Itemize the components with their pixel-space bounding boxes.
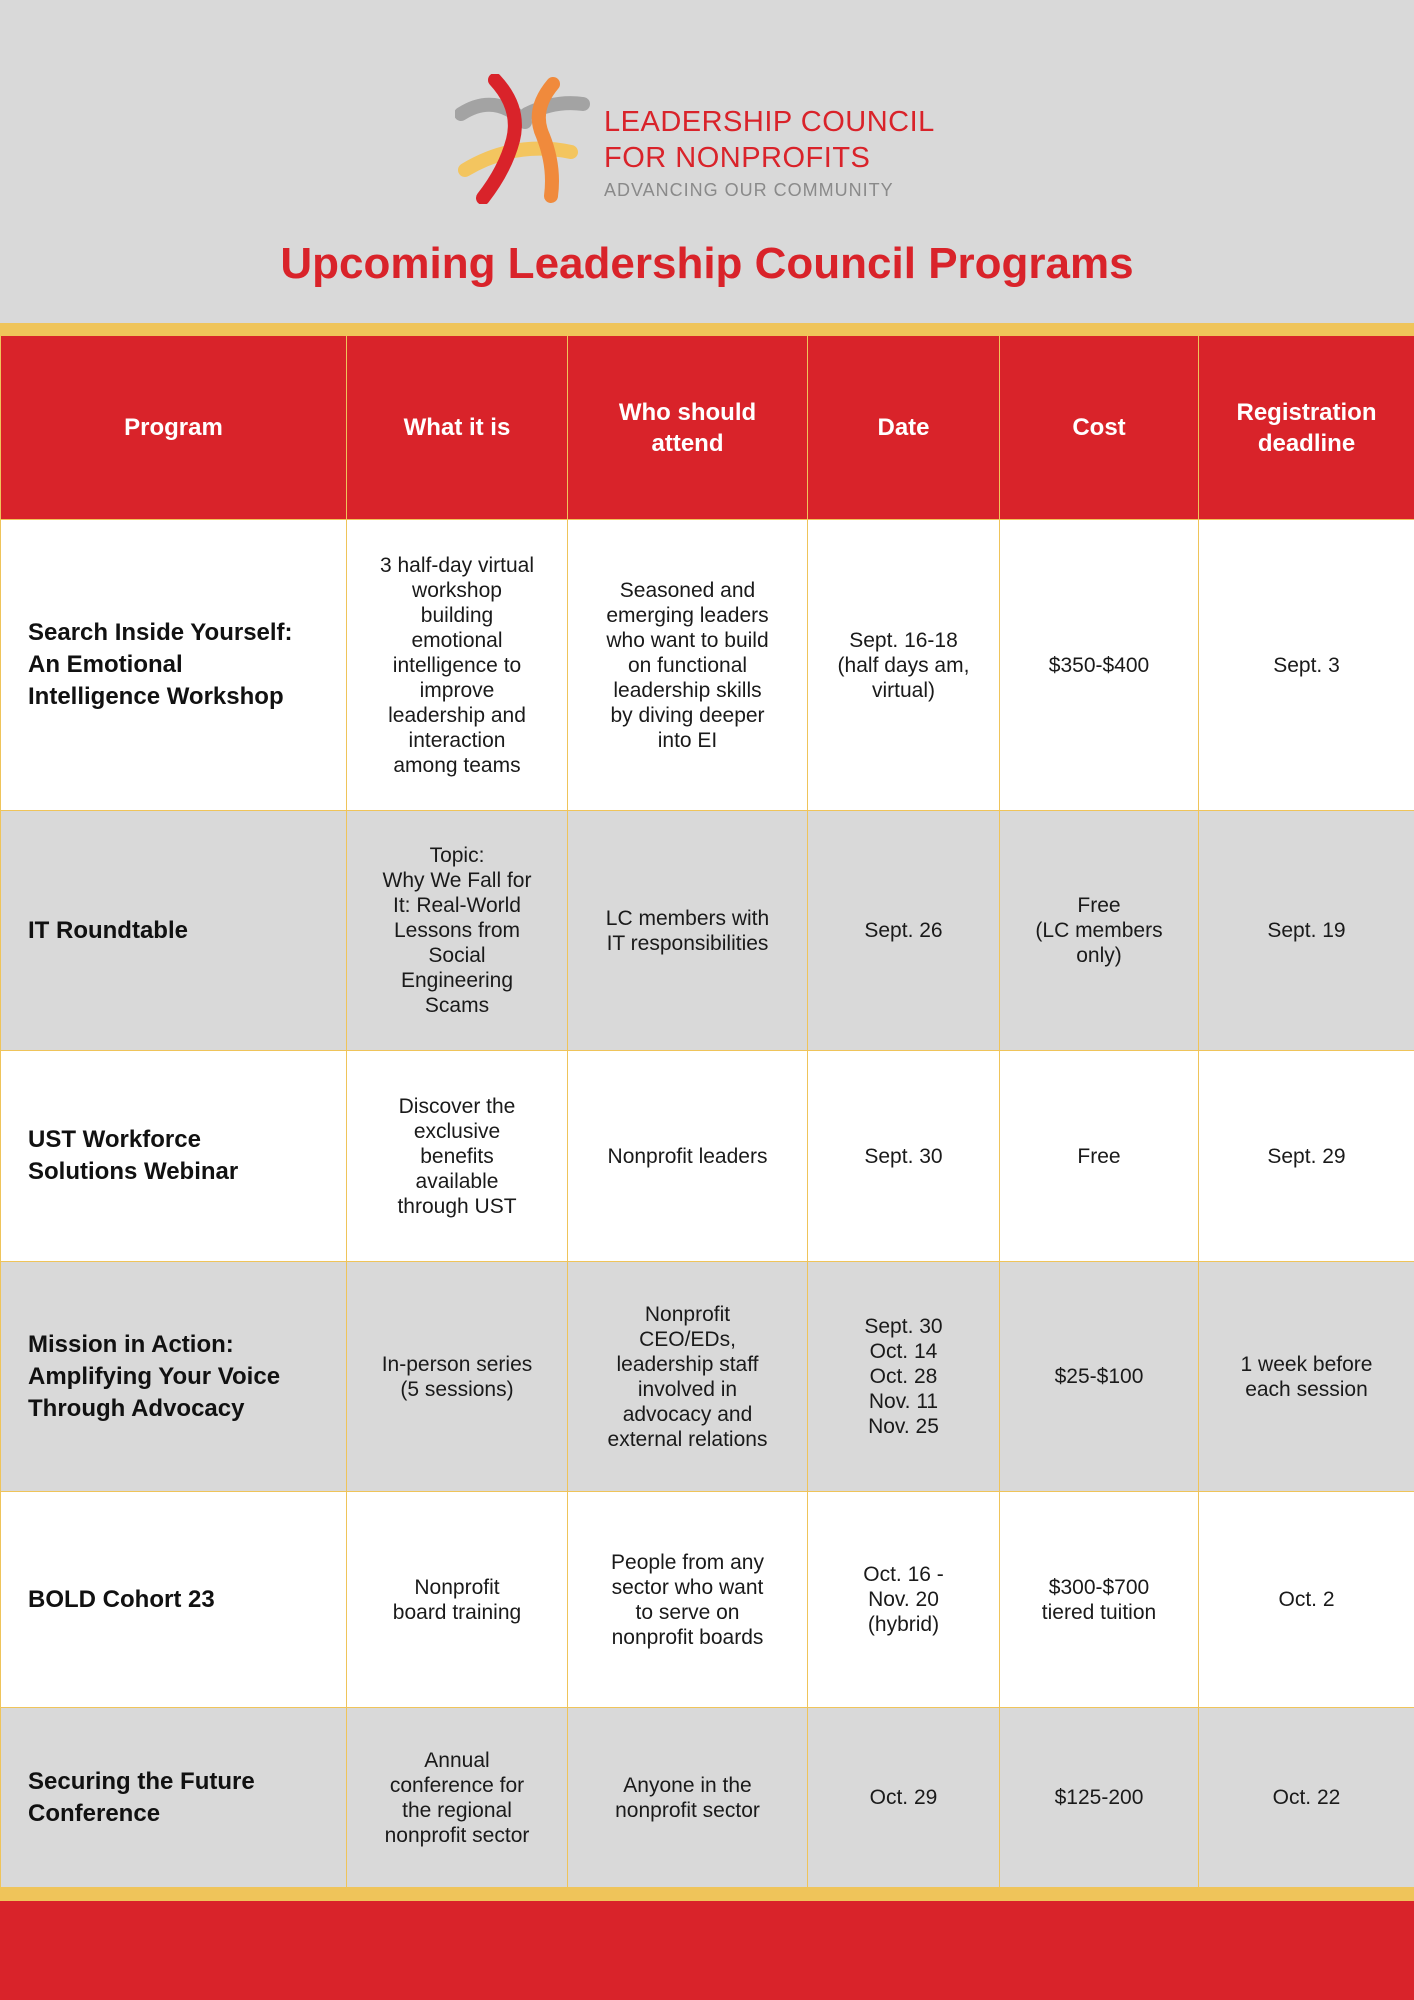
program-name: IT Roundtable: [1, 811, 347, 1051]
program-audience: LC members with IT responsibilities: [568, 811, 808, 1051]
program-name: BOLD Cohort 23: [1, 1492, 347, 1708]
program-audience: Nonprofit leaders: [568, 1051, 808, 1262]
program-date: Oct. 29: [808, 1708, 1000, 1888]
table-row: [1, 811, 1414, 1051]
table-row: [1, 1262, 1414, 1492]
org-name-line1: LEADERSHIP COUNCIL: [604, 106, 935, 138]
program-audience: Anyone in the nonprofit sector: [568, 1708, 808, 1888]
program-cost: $350-$400: [1000, 520, 1199, 811]
program-description: Annual conference for the regional nonprofit sector: [347, 1708, 568, 1888]
column-header-who-should-attend: Who should attend: [568, 336, 808, 520]
program-description: Topic: Why We Fall for It: Real-World Lessons from Social Engineering Scams: [347, 811, 568, 1051]
org-name-block: [604, 104, 1024, 202]
program-date: Oct. 16 - Nov. 20 (hybrid): [808, 1492, 1000, 1708]
program-date: Sept. 26: [808, 811, 1000, 1051]
program-audience: Seasoned and emerging leaders who want to build on functional leadership skills by diving deeper into EI: [568, 520, 808, 811]
column-header-what-it-is: What it is: [347, 336, 568, 520]
program-deadline: 1 week before each session: [1199, 1262, 1414, 1492]
program-cost: $125-200: [1000, 1708, 1199, 1888]
program-deadline: Sept. 19: [1199, 811, 1414, 1051]
column-header-registration-deadline: Registration deadline: [1199, 336, 1414, 520]
top-divider-stripe: [0, 323, 1414, 335]
program-deadline: Oct. 22: [1199, 1708, 1414, 1888]
table-row: [1, 520, 1414, 811]
program-description: 3 half-day virtual workshop building emotional intelligence to improve leadership and interaction among teams: [347, 520, 568, 811]
table-row: [1, 1708, 1414, 1888]
header: [0, 0, 1414, 323]
org-tagline: ADVANCING OUR COMMUNITY: [604, 180, 894, 200]
column-header-cost: Cost: [1000, 336, 1199, 520]
program-cost: $25-$100: [1000, 1262, 1199, 1492]
program-cost: Free: [1000, 1051, 1199, 1262]
program-audience: People from any sector who want to serve on nonprofit boards: [568, 1492, 808, 1708]
program-date: Sept. 30 Oct. 14 Oct. 28 Nov. 11 Nov. 25: [808, 1262, 1000, 1492]
program-description: In-person series (5 sessions): [347, 1262, 568, 1492]
program-name: UST Workforce Solutions Webinar: [1, 1051, 347, 1262]
bottom-divider-stripe: [0, 1888, 1414, 1901]
program-deadline: Sept. 29: [1199, 1051, 1414, 1262]
program-name: Mission in Action: Amplifying Your Voice Through Advocacy: [1, 1262, 347, 1492]
program-cost: $300-$700 tiered tuition: [1000, 1492, 1199, 1708]
program-description: Discover the exclusive benefits available through UST: [347, 1051, 568, 1262]
table-header-row: [1, 336, 1414, 520]
program-cost: Free (LC members only): [1000, 811, 1199, 1051]
program-audience: Nonprofit CEO/EDs, leadership staff involved in advocacy and external relations: [568, 1262, 808, 1492]
table-row: [1, 1492, 1414, 1708]
program-name: Securing the Future Conference: [1, 1708, 347, 1888]
program-date: Sept. 16-18 (half days am, virtual): [808, 520, 1000, 811]
program-name: Search Inside Yourself: An Emotional Intelligence Workshop: [1, 520, 347, 811]
column-header-program: Program: [1, 336, 347, 520]
program-description: Nonprofit board training: [347, 1492, 568, 1708]
leadership-council-logo-icon: [455, 74, 595, 204]
page-title: Upcoming Leadership Council Programs: [280, 239, 1134, 288]
program-deadline: Oct. 2: [1199, 1492, 1414, 1708]
org-name-line2: FOR NONPROFITS: [604, 142, 871, 174]
programs-table: [0, 335, 1414, 1888]
table-row: [1, 1051, 1414, 1262]
program-date: Sept. 30: [808, 1051, 1000, 1262]
program-deadline: Sept. 3: [1199, 520, 1414, 811]
column-header-date: Date: [808, 336, 1000, 520]
footer-band: [0, 1901, 1414, 2000]
